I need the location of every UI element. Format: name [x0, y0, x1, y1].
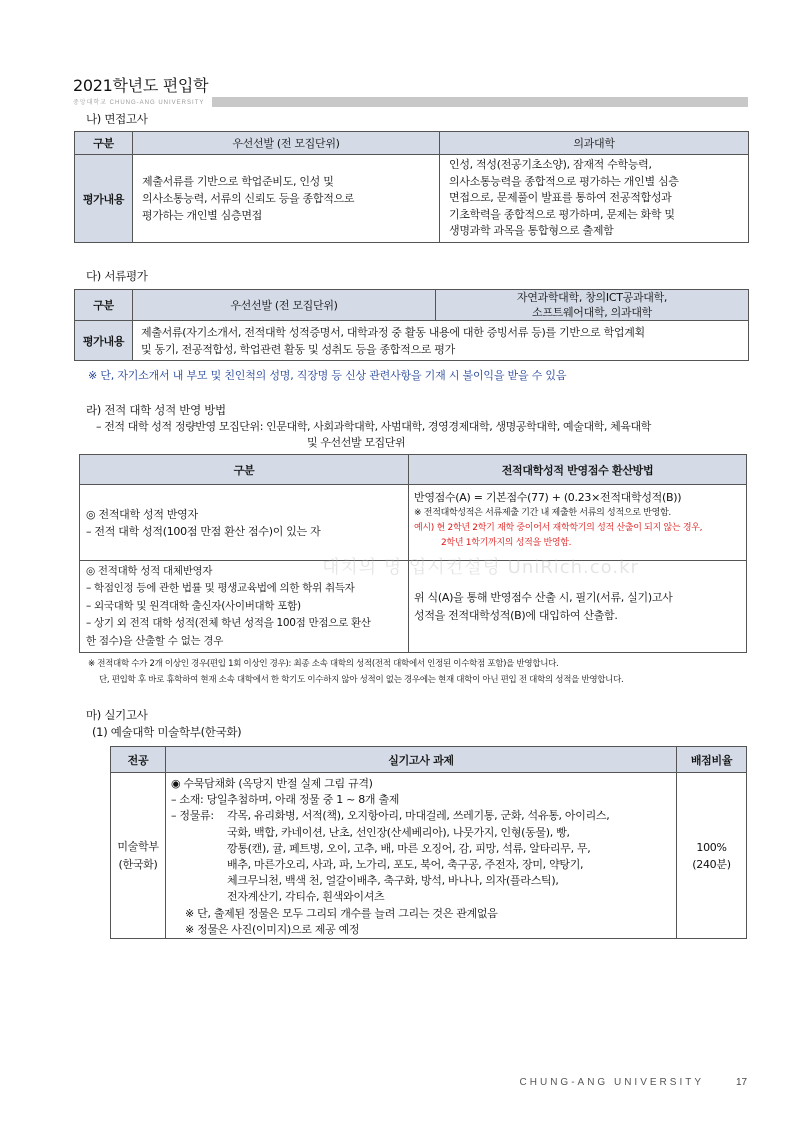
text-line: 위 식(A)을 통해 반영점수 산출 시, 필기(서류, 실기)고사 [414, 590, 673, 604]
text-line: 배추, 마른가오리, 사과, 파, 노가리, 포도, 북어, 축구공, 주전자, 장미, 약탕기, [227, 858, 584, 872]
text-line: 기초학력을 종합적으로 평가하며, 문제는 화학 및 [449, 207, 675, 221]
text-line: 국화, 백합, 카네이션, 난초, 선인장(산세베리아), 나뭇가지, 인형(동물), 빵, [227, 825, 570, 839]
text-line: ※ 단, 출제된 정물은 모두 그리되 개수를 늘려 그리는 것은 관계없음 [185, 906, 498, 920]
text-line: – 학점인정 등에 관한 법률 및 평생교육법에 의한 학위 취득자 [86, 582, 355, 595]
text-line: 100% [696, 840, 727, 854]
section-heading-transcript: 라) 전적 대학 성적 반영 방법 [86, 403, 226, 417]
documents-note: ※ 단, 자기소개서 내 부모 및 친인척의 성명, 직장명 등 신상 관련사항을 기재 시 불이익을 받을 수 있음 [88, 369, 567, 382]
text-line: 제출서류를 기반으로 학업준비도, 인성 및 [142, 175, 334, 188]
text-line: 의사소통능력, 서류의 신뢰도 등을 종합적으로 [142, 192, 355, 205]
transcript-head-method: 전적대학성적 반영점수 환산방법 [409, 455, 747, 485]
section-heading-interview: 나) 면접고사 [86, 112, 148, 126]
transcript-units-line2: 및 우선선발 모집단위 [307, 436, 406, 449]
text-line: ◎ 전적대학 성적 대체반영자 [86, 564, 213, 577]
text-line: 한 점수)을 산출할 수 없는 경우 [86, 634, 224, 647]
text-line: – 전적 대학 성적(100점 만점 환산 점수)이 있는 자 [86, 524, 321, 538]
documents-row-label: 평가내용 [75, 321, 133, 361]
page-subtitle: 중앙대학교 CHUNG-ANG UNIVERSITY [73, 100, 205, 106]
text-line: 깡통(캔), 귤, 페트병, 오이, 고추, 배, 마른 오징어, 감, 피망, 석류, 알타리무, 무, [227, 841, 591, 855]
documents-head-colleges [436, 290, 749, 321]
note-line: ※ 전적대학성적은 서류제출 기간 내 제출한 서류의 성적으로 반영함. [414, 508, 671, 518]
text-line: 및 동기, 전공적합성, 학업관련 활동 및 성취도 등을 종합적으로 평가 [141, 342, 455, 356]
documents-content [133, 321, 749, 361]
text-line: (240분) [692, 857, 731, 871]
text-line: ◉ 수묵담채화 (옥당지 반절 실제 그림 규격) [171, 777, 373, 790]
interview-head-priority: 우선선발 (전 모집단위) [133, 132, 440, 155]
section-heading-practical: 마) 실기고사 [86, 708, 148, 722]
practical-ratio [677, 773, 747, 939]
transcript-footnote [88, 656, 623, 688]
text-line: 체크무늬천, 백색 천, 얼갈이배추, 축구화, 방석, 바나나, 의자(플라스틱), [227, 874, 559, 888]
text-line: 생명과학 과목을 통합형으로 출제함 [449, 224, 614, 238]
practical-head-task: 실기고사 과제 [166, 747, 677, 773]
page-number: 17 [736, 1077, 748, 1088]
documents-head-priority: 우선선발 (전 모집단위) [133, 290, 436, 321]
practical-head-ratio: 배점비율 [677, 747, 747, 773]
example-line: 2학년 1학기까지의 성적을 반영함. [441, 538, 572, 548]
documents-table [74, 289, 749, 361]
transcript-units-line1: – 전적 대학 성적 정량반영 모집단위: 인문대학, 사회과학대학, 사범대학, 경영경제대학, 생명공학대학, 예술대학, 체육대학 [96, 420, 651, 433]
text-line: – 외국대학 및 원격대학 출신자(사이버대학 포함) [86, 599, 301, 612]
interview-head-medical: 의과대학 [440, 132, 749, 155]
section-heading-documents: 다) 서류평가 [86, 269, 148, 283]
text-line: 인성, 적성(전공기초소양), 잠재적 수학능력, [449, 158, 652, 172]
practical-head-major: 전공 [111, 747, 166, 773]
text-line: 의사소통능력을 종합적으로 평가하는 개인별 심층 [449, 174, 679, 188]
text-line: ◎ 전적대학 성적 반영자 [86, 507, 198, 521]
text-line: 단, 편입학 후 바로 휴학하여 현재 소속 대학에서 한 학기도 이수하지 않아 성적이 없는 경우에는 현재 대학이 아닌 편입 전 대학의 성적을 반영합니다. [99, 675, 624, 685]
transcript-row1-target [80, 485, 409, 561]
documents-head-gubun: 구분 [75, 290, 133, 321]
example-line: 예시) 현 2학년 2학기 재학 중이어서 재학학기의 성적 산출이 되지 않는 경우, [414, 523, 703, 533]
text-line: 제출서류(자기소개서, 전적대학 성적증명서, 대학과정 중 활동 내용에 대한 증빙서류 등)를 기반으로 학업계획 [141, 325, 645, 339]
text-line: (한국화) [118, 857, 158, 871]
interview-head-gubun: 구분 [75, 132, 133, 155]
practical-table [110, 746, 747, 939]
interview-priority-content [133, 155, 440, 243]
practical-major [111, 773, 166, 939]
page-title: 2021학년도 편입학 [73, 76, 209, 95]
practical-subheading: (1) 예술대학 미술학부(한국화) [92, 725, 242, 739]
text-line: 전자계산기, 각티슈, 흰색와이셔츠 [227, 890, 385, 904]
text-line: ※ 전적대학 수가 2개 이상인 경우(편입 1회 이상인 경우): 최종 소속 대학의 성적(전적 대학에서 인정된 이수학점 포함)을 반영합니다. [88, 659, 559, 669]
text-line: 각목, 유리화병, 서적(책), 오지항아리, 마대걸레, 쓰레기통, 군화, 석유통, 아이리스, [227, 809, 610, 823]
text-line: 소프트웨어대학, 의과대학 [532, 306, 652, 319]
text-line: – 정물류: [171, 809, 214, 823]
watermark: 대치의 명 입시컨설팅 UniRich.co.kr [322, 557, 639, 578]
transcript-row1-method [409, 485, 747, 561]
interview-medical-content [440, 155, 749, 243]
formula-line: 반영점수(A) = 기본점수(77) + (0.23×전적대학성적(B)) [414, 491, 682, 504]
text-line: 면접으로, 문제풀이 발표를 통하여 전공적합성과 [449, 191, 672, 205]
practical-task [166, 773, 677, 939]
text-line: 평가하는 개인별 심층면접 [142, 209, 262, 222]
footer-university: CHUNG-ANG UNIVERSITY [519, 1077, 704, 1088]
interview-row-label: 평가내용 [75, 155, 133, 243]
text-line: 성적을 전적대학성적(B)에 대입하여 산출함. [414, 608, 618, 622]
text-line: 미술학부 [117, 839, 159, 853]
transcript-head-gubun: 구분 [80, 455, 409, 485]
text-line: ※ 정물은 사진(이미지)으로 제공 예정 [185, 922, 360, 936]
text-line: 자연과학대학, 창의ICT공과대학, [516, 291, 668, 304]
text-line: – 소재: 당일추첨하며, 아래 정물 중 1 ~ 8개 출제 [171, 793, 400, 807]
header-band [212, 97, 748, 107]
interview-table [74, 131, 749, 243]
text-line: – 상기 외 전적 대학 성적(전체 학년 성적을 100점 만점으로 환산 [86, 617, 371, 630]
